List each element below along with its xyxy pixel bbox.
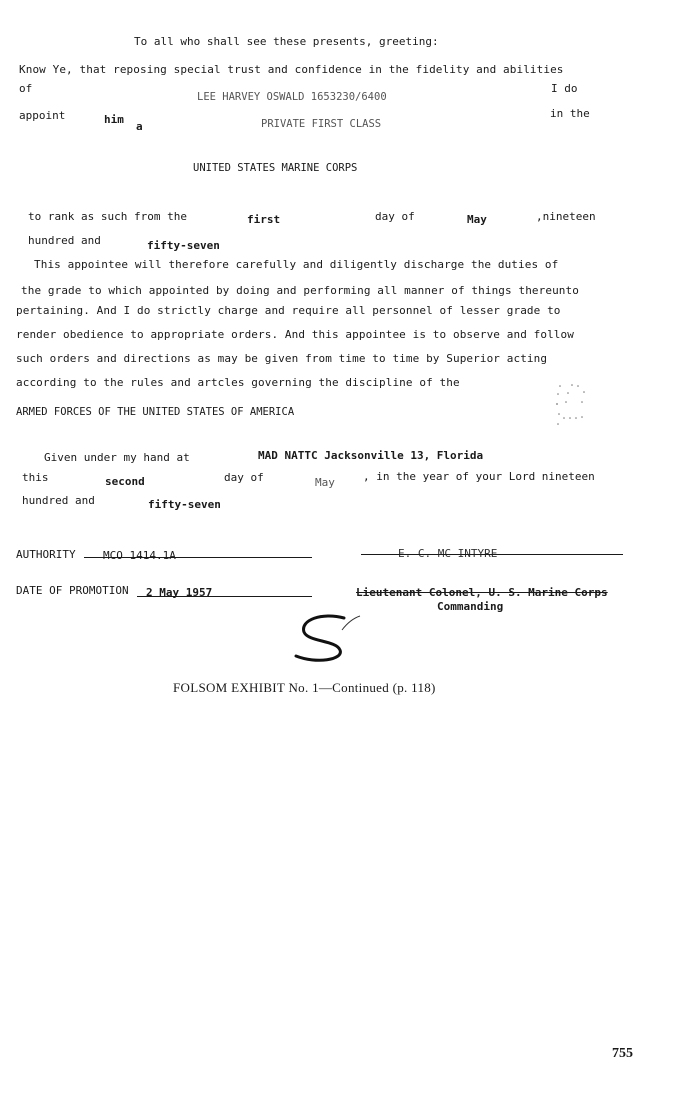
nineteen-label: ,nineteen (536, 210, 596, 223)
body-line-7: ARMED FORCES OF THE UNITED STATES OF AMERICA (16, 406, 295, 418)
hundred-and-label: hundred and (28, 234, 101, 247)
in-the: in the (550, 107, 590, 120)
know-ye-line: Know Ye, that reposing special trust and confidence in the fidelity and abilities (19, 63, 564, 76)
signature-mark (292, 608, 372, 670)
rank-day: first (247, 213, 281, 226)
body-line-3: pertaining. And I do strictly charge and require all personnel of lesser grade to (16, 304, 561, 317)
rank-year: fifty-seven (147, 239, 220, 252)
day-of-label: day of (375, 210, 415, 223)
body-line-5: such orders and directions as may be given from time to time by Superior acting (16, 352, 548, 365)
this-label: this (22, 471, 49, 484)
date-of-promotion-value: 2 May 1957 (146, 586, 213, 599)
rank-month: May (467, 213, 487, 226)
date-of-promotion-label: DATE OF PROMOTION (16, 584, 129, 597)
given-hundred-and-label: hundred and (22, 494, 95, 507)
rank-name: PRIVATE FIRST CLASS (261, 118, 382, 130)
signature-rule (361, 554, 623, 555)
greeting: To all who shall see these presents, greeting: (134, 35, 439, 48)
signer-name: E. C. MC INTYRE (398, 547, 498, 560)
exhibit-caption: FOLSOM EXHIBIT No. 1—Continued (p. 118) (173, 680, 436, 695)
pronoun-him: him (104, 113, 124, 126)
promotion-rule (137, 596, 312, 597)
body-line-6: according to the rules and artcles governing the discipline of the (16, 376, 460, 389)
body-line-4: render obedience to appropriate orders. And this appointee is to observe and follow (16, 328, 574, 341)
body-line-1: This appointee will therefore carefully and diligently discharge the duties of (34, 258, 559, 271)
year-clause: , in the year of your Lord nineteen (363, 470, 595, 483)
given-year: fifty-seven (148, 498, 221, 511)
seal-impression (552, 380, 592, 430)
given-month: May (315, 476, 335, 489)
of-label: of (19, 82, 33, 95)
given-day-of-label: day of (224, 471, 264, 484)
officer-title: Lieutenant Colonel, U. S. Marine Corps (356, 586, 608, 599)
commanding-label: Commanding (437, 600, 504, 613)
i-do: I do (551, 82, 578, 95)
given-under-label: Given under my hand at (44, 451, 190, 464)
given-location: MAD NATTC Jacksonville 13, Florida (258, 449, 484, 462)
article-a: a (136, 120, 143, 133)
to-rank-label: to rank as such from the (28, 210, 187, 223)
page-number: 755 (612, 1046, 633, 1061)
authority-rule (84, 557, 312, 558)
appoint-label: appoint (19, 109, 66, 122)
body-line-2: the grade to which appointed by doing and performing all manner of things thereunto (21, 284, 579, 297)
authority-value: MCO 1414.1A (103, 549, 176, 562)
corps-name: UNITED STATES MARINE CORPS (193, 162, 358, 174)
given-day: second (105, 475, 145, 488)
authority-label: AUTHORITY (16, 548, 76, 561)
appointee-name-id: LEE HARVEY OSWALD 1653230/6400 (197, 91, 387, 103)
